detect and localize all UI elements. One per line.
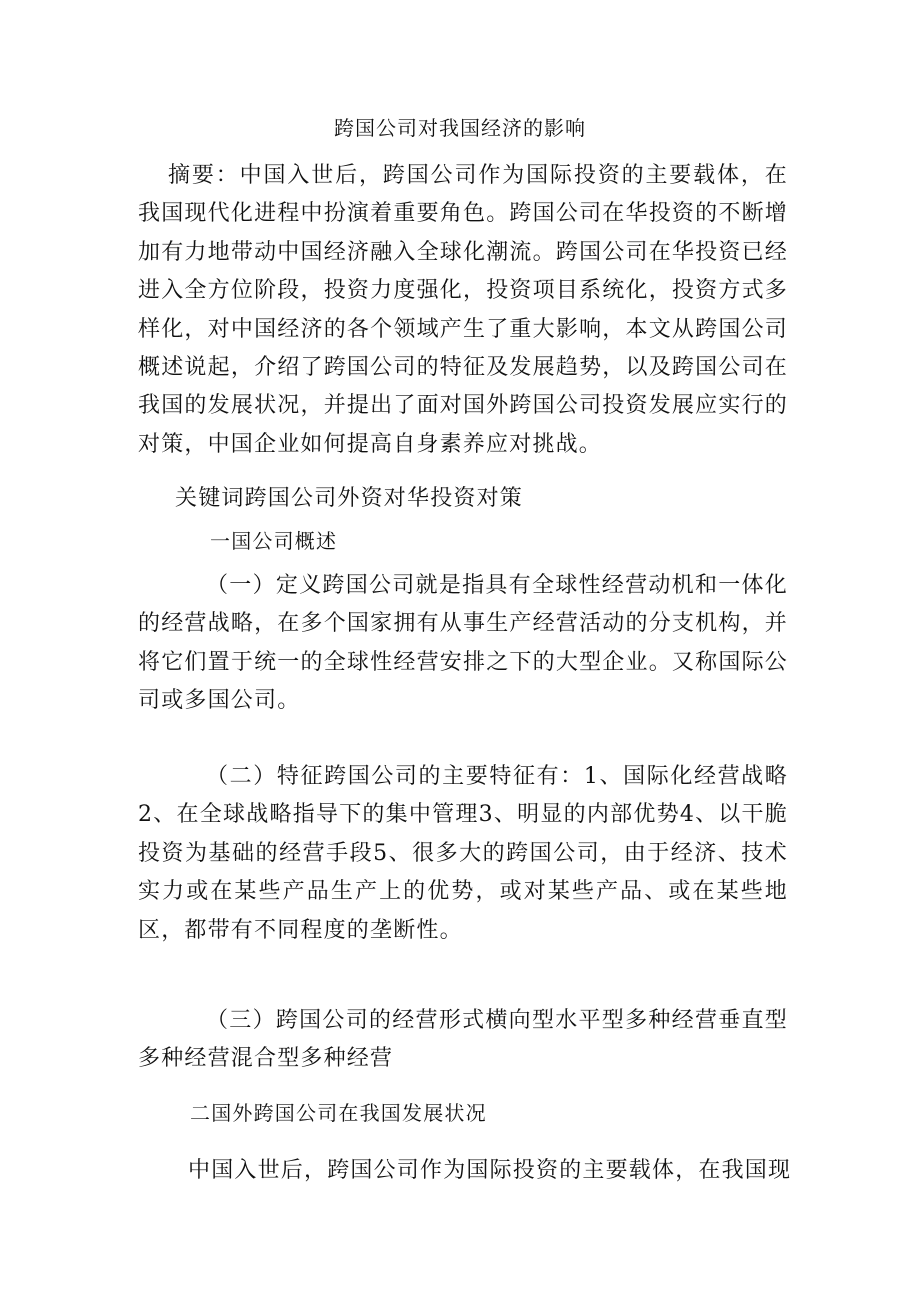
keywords-line: 关键词跨国公司外资对华投资对策	[175, 486, 524, 511]
section-heading-2: 二国外跨国公司在我国发展状况	[190, 1101, 487, 1125]
document-title: 跨国公司对我国经济的影响	[334, 116, 586, 140]
abstract-paragraph: 摘要：中国入世后，跨国公司作为国际投资的主要载体，在我国现代化进程中扮演着重要角色。跨国公司在华投资的不断增加有力地带动中国经济融入全球化潮流。跨国公司在华投资已经进入全方位阶段，投资力度强化，投资项目系统化，投资方式多样化，对中国经济的各个领域产生了重大影响，本文从跨国公司概述说起，介绍了跨国公司的特征及发展趋势，以及跨国公司在我国的发展状况，并提出了面对国外跨国公司投资发展应实行的对策，中国企业如何提高自身素养应对挑战。	[138, 163, 788, 457]
subsection-definition: （一）定义跨国公司就是指具有全球性经营动机和一体化的经营战略，在多个国家拥有从事生产经营活动的分支机构，并将它们置于统一的全球性经营安排之下的大型企业。又称国际公司或多国公司。	[138, 573, 788, 714]
section-heading-1: 一国公司概述	[210, 529, 338, 553]
subsection-features: （二）特征跨国公司的主要特征有：1、国际化经营战略2、在全球战略指导下的集中管理3、明显的内部优势4、以干脆投资为基础的经营手段5、很多大的跨国公司，由于经济、技术实力或在某些产品生产上的优势，或对某些产品、或在某些地区，都带有不同程度的垄断性。	[138, 764, 788, 943]
section2-paragraph: 中国入世后，跨国公司作为国际投资的主要载体，在我国现	[188, 1158, 792, 1183]
subsection-forms: （三）跨国公司的经营形式横向型水平型多种经营垂直型多种经营混合型多种经营	[138, 1008, 788, 1072]
